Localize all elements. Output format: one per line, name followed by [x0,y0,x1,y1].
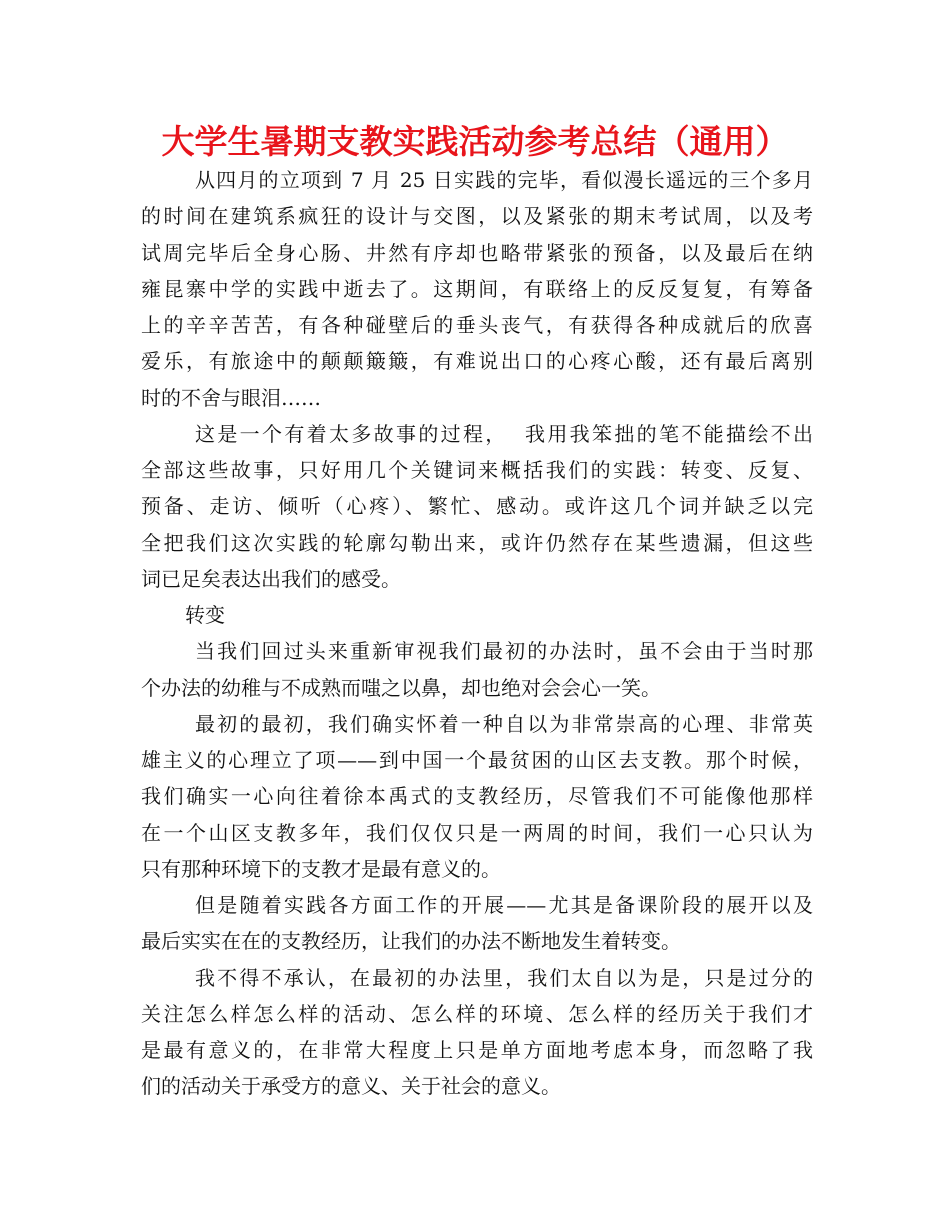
paragraph-2-line-1: 这是一个有着太多故事的过程， 我用我笨拙的笔不能描绘不出 [195,421,813,446]
paragraph-6-line-4: 们的活动关于承受方的意义、关于社会的意义。 [141,1074,561,1099]
paragraph-4-line-1: 最初的最初，我们确实怀着一种自以为非常崇高的心理、非常英 [195,711,813,736]
paragraph-2-line-5: 词已足矣表达出我们的感受。 [141,566,401,591]
paragraph-1-line-7: 时的不舍与眼泪…… [141,385,321,410]
paragraph-3-line-1: 当我们回过头来重新审视我们最初的办法时，虽不会由于当时那 [195,639,813,664]
document-body [141,162,813,1105]
paragraph-1-line-4: 雍昆寨中学的实践中逝去了。这期间，有联络上的反反复复，有筹备 [141,276,813,301]
paragraph-1-line-2: 的时间在建筑系疯狂的设计与交图，以及紧张的期末考试周，以及考 [141,204,813,229]
paragraph-4-line-5: 只有那种环境下的支教才是最有意义的。 [141,856,501,881]
paragraph-5-line-1: 但是随着实践各方面工作的开展——尤其是备课阶段的展开以及 [195,893,813,917]
paragraph-2-line-4: 全把我们这次实践的轮廓勾勒出来，或许仍然存在某些遗漏，但这些 [141,530,813,555]
paragraph-6-line-1: 我不得不承认，在最初的办法里，我们太自以为是，只是过分的 [195,965,813,990]
paragraph-6-line-3: 是最有意义的，在非常大程度上只是单方面地考虑本身，而忽略了我 [141,1038,813,1062]
paragraph-6-line-2: 关注怎么样怎么样的活动、怎么样的环境、怎么样的经历关于我们才 [141,1001,813,1026]
paragraph-1-line-5: 上的辛辛苦苦，有各种碰壁后的垂头丧气，有获得各种成就后的欣喜 [141,313,813,337]
section-heading: 转变 [185,603,225,627]
paragraph-2-line-3: 预备、走访、倾听（心疼）、繁忙、感动。或许这几个词并缺乏以完 [141,494,813,519]
document-title: 大学生暑期支教实践活动参考总结（通用） [161,122,789,161]
paragraph-4-line-2: 雄主义的心理立了项——到中国一个最贫困的山区去支教。那个时候， [141,748,813,772]
paragraph-1-line-1: 从四月的立项到 7 月 25 日实践的完毕，看似漫长遥远的三个多月 [195,168,813,192]
paragraph-1-line-3: 试周完毕后全身心肠、井然有序却也略带紧张的预备，以及最后在纳 [141,240,813,265]
paragraph-1-line-6: 爱乐，有旅途中的颠颠簸簸，有难说出口的心疼心酸，还有最后离别 [141,349,813,374]
paragraph-3-line-2: 个办法的幼稚与不成熟而嗤之以鼻，却也绝对会会心一笑。 [141,675,661,700]
paragraph-2-line-2: 全部这些故事，只好用几个关键词来概括我们的实践：转变、反复、 [141,458,813,482]
paragraph-4-line-4: 在一个山区支教多年，我们仅仅只是一两周的时间，我们一心只认为 [141,820,813,845]
paragraph-4-line-3: 我们确实一心向往着徐本禹式的支教经历，尽管我们不可能像他那样 [141,784,813,809]
paragraph-5-line-2: 最后实实在在的支教经历，让我们的办法不断地发生着转变。 [141,929,681,954]
